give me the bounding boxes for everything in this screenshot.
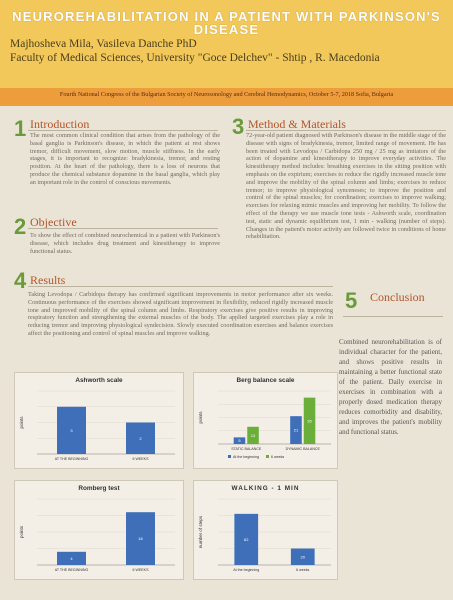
berg-chart-svg	[194, 373, 337, 468]
methods-text: 72-year-old patient diagnosed with Parkinson's disease in the middle stage of the disease with signs of bradykinesia, tremor, limited range of movement. He has been treated with Levodopa / Carbidopa 250 mg / 25 mg as imitators of the action of dopamine and kinesitherapy to improve everyday activities. The kinesitherapy method includes: breathing exercises in the sitting position with emphasis on the expirium; exercises to reduce the rigidly increased muscle tone and improve the mobility of the spinal column and limbs; exercises to reduce tremor; to improve physiological synceneses; to improve the position and control of the spinal muscles; for coordination; exercises to improve walking; exercises for relaxing mimic muscles and improving her mobility. To follow the effect of the therapy we use muscle tone tests - Ashworth scale, coordination test, static and dynamic equilibrium test, 1 min - walking (number of steps). Changes in the patient's motor activity are followed twice in conditions of home rehabilitation.	[246, 132, 446, 241]
authors: Majhosheva Mila, Vasileva Danche PhD	[10, 38, 197, 50]
section-number-4: 4	[14, 268, 27, 293]
methods-heading: Method & Materials	[248, 117, 346, 131]
chart-title: Ashworth scale	[75, 377, 123, 384]
section-number-2: 2	[14, 214, 27, 239]
data-label: 2	[139, 435, 142, 441]
tick-label: 6 WEEKS	[132, 568, 149, 572]
tick-label: At the beginning	[233, 568, 260, 572]
divider	[28, 286, 333, 287]
tick-label: 6 weeks	[296, 568, 310, 572]
y-axis-label: points	[198, 411, 203, 424]
data-label: 20	[300, 554, 305, 560]
congress-info: Fourth National Congress of the Bulgarian Society of Neurosonology and Cerebral Hemodynamics, October 5-7, 2018 Sofia, Bulgaria	[59, 91, 394, 98]
y-axis-label: points	[19, 416, 24, 429]
chart-title: Berg balance scale	[236, 377, 295, 384]
legend-label: At the beginning	[233, 455, 259, 459]
chart-title: WALKING - 1 MIN	[231, 485, 300, 492]
faculty: Faculty of Medical Sciences, University "Goce Delchev" - Shtip , R. Macedonia	[10, 52, 380, 64]
section-number-5: 5	[345, 288, 358, 313]
poster-header	[0, 0, 453, 88]
data-label: 35	[307, 418, 312, 424]
data-label: 5	[238, 438, 241, 444]
data-label: 13	[250, 432, 256, 438]
romberg-chart-svg	[15, 481, 183, 579]
data-label: 16	[138, 536, 143, 542]
tick-label: AT THE BEGINNING	[54, 457, 89, 461]
data-label: 62	[244, 536, 249, 542]
results-heading: Results	[30, 273, 66, 287]
introduction-text: The most common clinical condition that arises from the pathology of the basal ganglia is Parkinson's disease, in which the patient at rest shows tremor, difficult movement, slow motion, muscle stiffness. In the early stages, it is important to recognize: bradykinesia, tremor, and resting position. At the heart of the pathology, there is a loss of neurons that produce the chemical substance dopamine in the basal ganglia, which play an important role in the control of conscious movements.	[30, 132, 220, 186]
legend-swatch	[228, 455, 231, 458]
objective-heading: Objective	[30, 215, 77, 229]
divider	[343, 316, 443, 317]
tick-label: DYNAMIC BALANCE	[285, 447, 320, 451]
data-label: 3	[70, 427, 73, 433]
section-number-1: 1	[14, 116, 27, 141]
section-number-3: 3	[232, 114, 245, 139]
legend-swatch	[266, 455, 269, 458]
y-axis-label: number of steps	[198, 515, 203, 549]
tick-label: 6 WEEKS	[132, 457, 149, 461]
walking-chart-svg	[194, 481, 337, 579]
introduction-heading: Introduction	[30, 117, 90, 131]
chart-title: Romberg test	[78, 485, 120, 492]
data-label: 21	[293, 427, 299, 433]
y-axis-label: points	[19, 525, 24, 539]
ashworth-chart-svg	[15, 373, 183, 468]
conclusion-heading: Conclusion	[370, 290, 425, 304]
objective-text: To show the effect of combined neurochemical in a patient with Parkinson's disease, which includes drug treatment and kinesitherapy to improve functional status.	[30, 232, 220, 255]
divider	[246, 130, 446, 131]
conclusion-text: Combined neurorehabilitation is of individual character for the patient, and shows positive results in maintaining a better functional state of the patient. Daily exercise in exercises in combination with a properly dosed medication therapy reduces comorbidity and disability, and improves the patient's mobility and functional status.	[339, 338, 442, 436]
title-line-2: DISEASE	[193, 22, 260, 37]
tick-label: STATIC BALANCE	[231, 447, 262, 451]
tick-label: AT THE BEGINNING	[54, 568, 89, 572]
romberg-chart	[14, 480, 184, 580]
divider	[28, 228, 218, 229]
berg-chart	[193, 372, 338, 469]
title-line-1: NEUROREHABILITATION IN A PATIENT WITH PARKINSON'S	[12, 9, 441, 24]
divider	[28, 130, 218, 131]
data-label: 4	[70, 555, 73, 561]
poster-title	[0, 10, 453, 36]
results-text: Taking Levodopa / Carbidopa therapy has confirmed significant improvements in motor performance after six weeks. Continuous performance of the exercises showed significant improvement in flexibility, reduced rigidly increased muscle tone and improved mobility of the spinal column and limbs. Respiratory exercises give positive results in improving respiratory function and strengthening the external muscles of the body. The applied targeted exercises play a role in reducing tremor and improving physiological syndecision. Slowly executed coordination exercises and balance exercises affect the positioning and control of spinal muscles and improve walking.	[28, 291, 333, 337]
ashworth-chart	[14, 372, 184, 469]
walking-chart	[193, 480, 338, 580]
legend-label: 6 weeks	[271, 455, 285, 459]
